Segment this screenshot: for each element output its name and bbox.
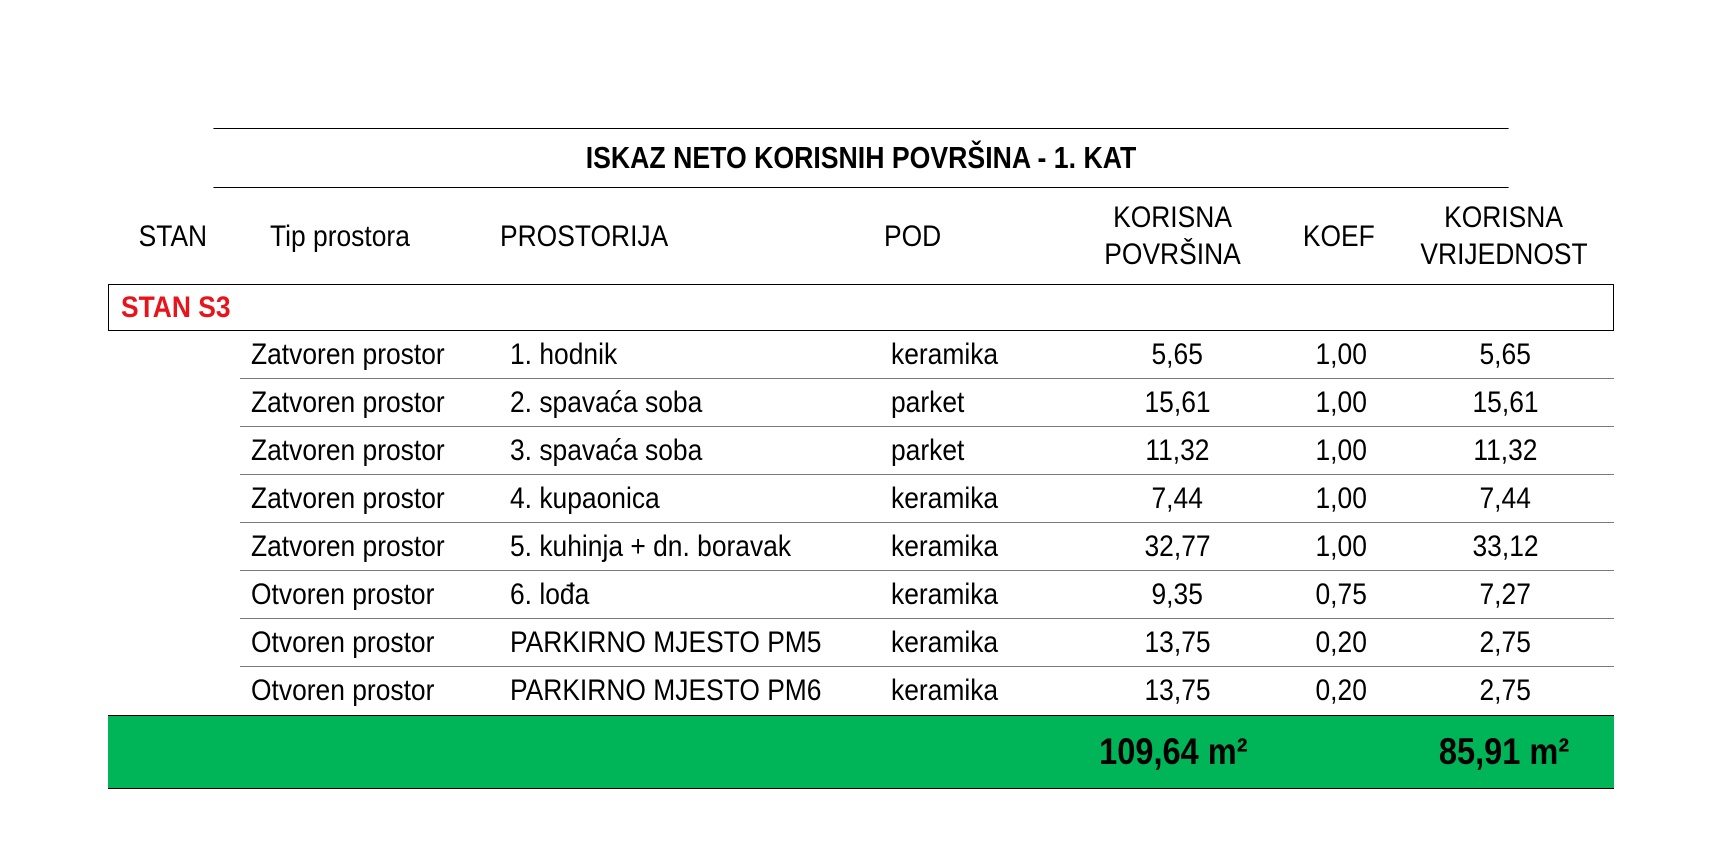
table-row: Otvoren prostor PARKIRNO MJESTO PM5 keramika 13,75 0,20 2,75	[108, 619, 1614, 667]
table-title-row	[213, 128, 1508, 188]
table-row: Zatvoren prostor 1. hodnik keramika 5,65 1,00 5,65	[108, 331, 1614, 379]
table-row: Otvoren prostor PARKIRNO MJESTO PM6 keramika 13,75 0,20 2,75	[250, 674, 1531, 707]
header-tip-prostora: Tip prostora	[270, 219, 410, 253]
header-koef: KOEF	[1303, 219, 1375, 253]
table-row: Zatvoren prostor 2. spavaća soba parket 15,61 1,00 15,61	[108, 379, 1614, 427]
table-title: ISKAZ NETO KORISNIH POVRŠINA - 1. KAT	[585, 140, 1137, 175]
header-row	[108, 188, 1614, 284]
total-korisna-vrijednost: 85,91 m²	[1438, 731, 1570, 772]
table-row: Zatvoren prostor 3. spavaća soba parket 11,32 1,00 11,32	[108, 427, 1614, 475]
total-korisna-povrsina: 109,64 m²	[1098, 731, 1248, 772]
header-korisna-vrijednost: KORISNA VRIJEDNOST	[1420, 201, 1588, 271]
table-row: Zatvoren prostor 4. kupaonica keramika 7,44 1,00 7,44	[108, 475, 1614, 523]
table-body	[108, 331, 1614, 715]
totals-row	[108, 715, 1614, 789]
header-prostorija: PROSTORIJA	[500, 219, 669, 253]
table-row: Otvoren prostor 6. lođa keramika 9,35 0,75 7,27	[108, 571, 1614, 619]
section-label: STAN S3	[121, 290, 231, 324]
table-row: Zatvoren prostor 5. kuhinja + dn. boravak keramika 32,77 1,00 33,12	[108, 523, 1614, 571]
header-korisna-povrsina: KORISNA POVRŠINA	[1104, 201, 1242, 271]
header-stan: STAN	[138, 219, 208, 253]
header-pod: POD	[884, 219, 942, 253]
area-table	[108, 128, 1614, 789]
section-row-stan-s3	[108, 284, 1614, 331]
